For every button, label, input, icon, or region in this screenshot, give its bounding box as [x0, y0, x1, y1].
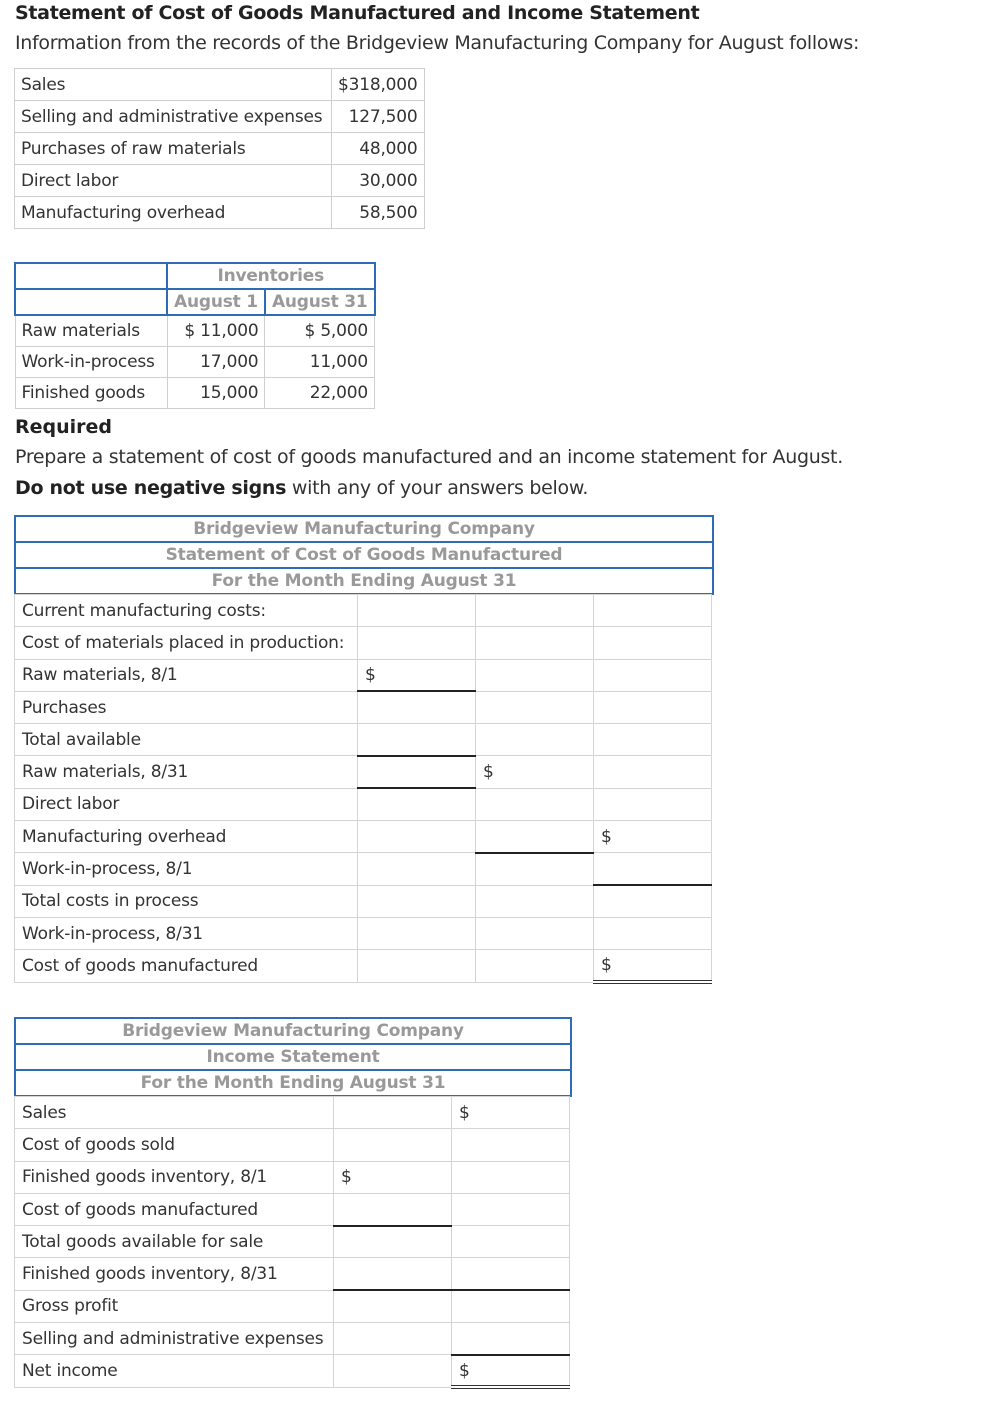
row-label: Cost of materials placed in production:	[15, 627, 358, 659]
table-row	[15, 1226, 570, 1258]
inventory-aug1: $ 11,000	[167, 315, 265, 347]
inventory-aug1: 17,000	[167, 347, 265, 378]
table-row	[15, 756, 712, 788]
dollar-sign: $	[483, 762, 494, 783]
row-label: Cost of goods sold	[15, 1129, 334, 1161]
table-row	[15, 165, 425, 197]
table-row	[15, 1193, 570, 1225]
table-row	[15, 950, 712, 982]
amount-cell[interactable]	[594, 627, 712, 659]
income-title-header: Income Statement	[14, 1043, 572, 1071]
dollar-sign: $	[601, 826, 612, 847]
amount-input[interactable]	[334, 1258, 452, 1290]
table-row	[15, 315, 375, 347]
table-row	[15, 885, 712, 917]
table-row	[15, 853, 712, 885]
income-company-header: Bridgeview Manufacturing Company	[14, 1017, 572, 1045]
row-label: Selling and administrative expenses	[15, 1323, 334, 1355]
amount-input[interactable]	[452, 1258, 570, 1290]
table-row	[15, 595, 712, 627]
amount-cell[interactable]	[476, 853, 594, 885]
table-row	[15, 1129, 570, 1161]
amount-input[interactable]	[334, 1226, 452, 1258]
amount-cell[interactable]	[452, 1129, 570, 1161]
inventories-title-row	[15, 263, 375, 289]
dollar-sign: $	[459, 1102, 470, 1123]
amount-input[interactable]	[334, 1193, 452, 1225]
table-row	[15, 821, 712, 853]
amount-cell[interactable]	[358, 853, 476, 885]
info-value: 58,500	[332, 197, 425, 229]
row-label: Current manufacturing costs:	[15, 595, 358, 627]
required-note	[15, 477, 588, 499]
inventories-date-row	[15, 289, 375, 315]
amount-cell[interactable]	[594, 691, 712, 723]
cogm-company-header: Bridgeview Manufacturing Company	[14, 515, 714, 543]
row-label: Net income	[15, 1355, 334, 1387]
amount-cell[interactable]	[358, 885, 476, 917]
table-row	[15, 788, 712, 820]
info-table	[14, 68, 425, 229]
info-value: 127,500	[332, 101, 425, 133]
inventory-aug31: 11,000	[265, 347, 375, 378]
table-row	[15, 627, 712, 659]
info-label: Sales	[15, 69, 332, 101]
row-label: Direct labor	[15, 788, 358, 820]
amount-cell[interactable]	[358, 950, 476, 982]
row-label: Gross profit	[15, 1290, 334, 1322]
amount-cell[interactable]	[476, 724, 594, 756]
inventory-aug1: 15,000	[167, 378, 265, 409]
table-row	[15, 133, 425, 165]
amount-input[interactable]	[476, 756, 594, 788]
row-label: Total goods available for sale	[15, 1226, 334, 1258]
dollar-sign: $	[459, 1360, 470, 1381]
amount-cell[interactable]	[476, 595, 594, 627]
amount-cell[interactable]	[334, 1323, 452, 1355]
amount-input[interactable]	[452, 1323, 570, 1355]
amount-cell[interactable]	[476, 950, 594, 982]
amount-cell[interactable]	[476, 627, 594, 659]
income-table	[14, 1096, 570, 1389]
table-row	[15, 1097, 570, 1129]
amount-input[interactable]	[452, 1290, 570, 1322]
info-label: Selling and administrative expenses	[15, 101, 332, 133]
amount-cell[interactable]	[594, 788, 712, 820]
note-bold: Do not use negative signs	[15, 477, 287, 499]
amount-cell[interactable]	[594, 756, 712, 788]
amount-cell[interactable]	[594, 724, 712, 756]
row-label: Work-in-process, 8/31	[15, 917, 358, 949]
amount-cell[interactable]	[452, 1226, 570, 1258]
amount-cell[interactable]	[334, 1097, 452, 1129]
amount-input[interactable]	[358, 756, 476, 788]
amount-input[interactable]	[452, 1097, 570, 1129]
table-row	[15, 659, 712, 691]
inventories-title: Inventories	[167, 263, 375, 289]
table-row	[15, 378, 375, 409]
inventory-aug31: $ 5,000	[265, 315, 375, 347]
inventory-aug31: 22,000	[265, 378, 375, 409]
amount-cell[interactable]	[334, 1355, 452, 1387]
row-label: Raw materials, 8/31	[15, 756, 358, 788]
row-label: Sales	[15, 1097, 334, 1129]
amount-cell[interactable]	[594, 659, 712, 691]
amount-input[interactable]	[594, 917, 712, 949]
table-row	[15, 1161, 570, 1193]
row-label: Purchases	[15, 691, 358, 723]
info-value: 48,000	[332, 133, 425, 165]
amount-cell[interactable]	[358, 821, 476, 853]
amount-input[interactable]	[476, 788, 594, 820]
amount-input[interactable]	[452, 1355, 570, 1387]
cogm-table	[14, 594, 712, 984]
amount-cell[interactable]	[594, 595, 712, 627]
amount-cell[interactable]	[476, 691, 594, 723]
table-row	[15, 1290, 570, 1322]
row-label: Cost of goods manufactured	[15, 950, 358, 982]
amount-cell[interactable]	[476, 659, 594, 691]
blank-header-cell	[15, 263, 167, 289]
amount-input[interactable]	[358, 659, 476, 691]
info-label: Purchases of raw materials	[15, 133, 332, 165]
dollar-sign: $	[365, 664, 376, 685]
intro-text: Information from the records of the Bridgeview Manufacturing Company for August follows:	[15, 32, 860, 54]
amount-cell[interactable]	[452, 1193, 570, 1225]
note-rest: with any of your answers below.	[286, 477, 589, 499]
inventory-label: Work-in-process	[15, 347, 167, 378]
amount-input[interactable]	[334, 1161, 452, 1193]
blank-header-cell	[15, 289, 167, 315]
cogm-period-header: For the Month Ending August 31	[14, 567, 714, 595]
info-value: 30,000	[332, 165, 425, 197]
row-label: Cost of goods manufactured	[15, 1193, 334, 1225]
amount-input[interactable]	[358, 724, 476, 756]
table-row	[15, 1258, 570, 1290]
row-label: Finished goods inventory, 8/31	[15, 1258, 334, 1290]
row-label: Raw materials, 8/1	[15, 659, 358, 691]
amount-cell[interactable]	[358, 595, 476, 627]
dollar-sign: $	[601, 955, 612, 976]
page-title: Statement of Cost of Goods Manufactured and Income Statement	[15, 2, 700, 24]
row-label: Manufacturing overhead	[15, 821, 358, 853]
amount-input[interactable]	[594, 950, 712, 982]
amount-cell[interactable]	[358, 788, 476, 820]
amount-input[interactable]	[594, 853, 712, 885]
amount-cell[interactable]	[334, 1129, 452, 1161]
amount-input[interactable]	[476, 821, 594, 853]
income-period-header: For the Month Ending August 31	[14, 1069, 572, 1097]
info-label: Manufacturing overhead	[15, 197, 332, 229]
table-row	[15, 69, 425, 101]
table-row	[15, 1323, 570, 1355]
table-row	[15, 347, 375, 378]
cogm-title-header: Statement of Cost of Goods Manufactured	[14, 541, 714, 569]
table-row	[15, 691, 712, 723]
row-label: Finished goods inventory, 8/1	[15, 1161, 334, 1193]
dollar-sign: $	[341, 1167, 352, 1188]
amount-input[interactable]	[594, 821, 712, 853]
table-row	[15, 917, 712, 949]
row-label: Total costs in process	[15, 885, 358, 917]
required-instruction: Prepare a statement of cost of goods manufactured and an income statement for August.	[15, 446, 843, 468]
amount-cell[interactable]	[476, 885, 594, 917]
row-label: Total available	[15, 724, 358, 756]
amount-cell[interactable]	[334, 1290, 452, 1322]
info-value: $318,000	[332, 69, 425, 101]
amount-cell[interactable]	[358, 917, 476, 949]
info-label: Direct labor	[15, 165, 332, 197]
row-label: Work-in-process, 8/1	[15, 853, 358, 885]
table-row	[15, 197, 425, 229]
amount-input[interactable]	[358, 691, 476, 723]
table-row	[15, 724, 712, 756]
required-heading: Required	[15, 416, 113, 438]
inventories-col-aug31: August 31	[265, 289, 375, 315]
inventories-table	[14, 262, 376, 409]
amount-cell[interactable]	[358, 627, 476, 659]
table-row	[15, 1355, 570, 1387]
amount-input[interactable]	[594, 885, 712, 917]
inventory-label: Raw materials	[15, 315, 167, 347]
amount-cell[interactable]	[452, 1161, 570, 1193]
amount-cell[interactable]	[476, 917, 594, 949]
inventories-col-aug1: August 1	[167, 289, 265, 315]
table-row	[15, 101, 425, 133]
inventory-label: Finished goods	[15, 378, 167, 409]
